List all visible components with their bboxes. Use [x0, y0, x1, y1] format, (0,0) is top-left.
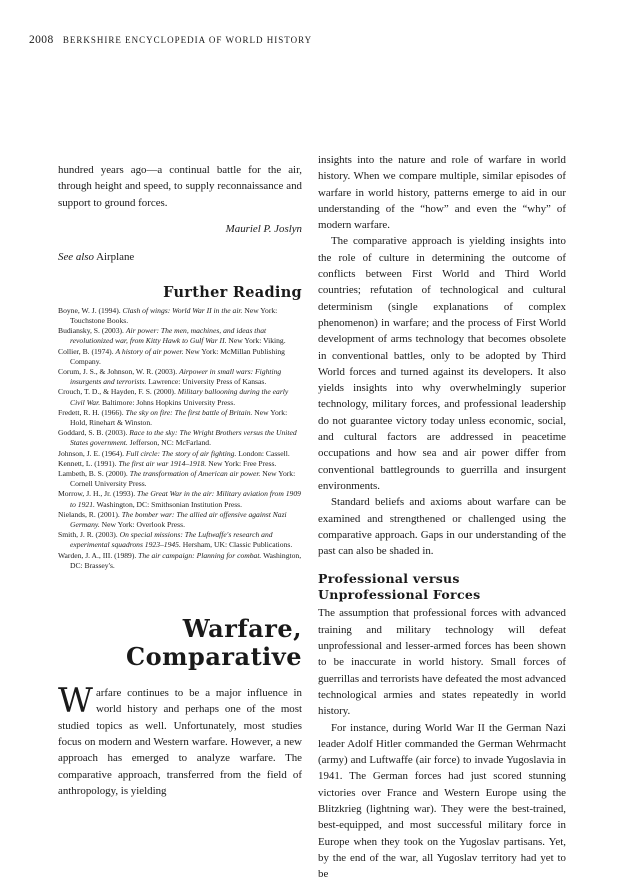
reference-title: Military ballooning during the early Civil War.	[70, 387, 288, 406]
page-number: 2008	[29, 34, 54, 46]
reference-publisher: New York: Hold, Rinehart & Winston.	[70, 408, 287, 427]
opening-paragraph-text: arfare continues to be a major influence in world history and perhaps one of the most studied topics as well. Unfortunately, most studies focus on modern and Western warfare. However, a new approach has emerged to analyze warfare. The comparative approach, transferred from the field of anthropology, is yielding	[58, 687, 302, 797]
reference-author: Crouch, T. D., & Hayden, F. S. (2000).	[58, 387, 178, 396]
section-heading	[318, 571, 566, 603]
reference-publisher: Lawrence: University Press of Kansas.	[146, 377, 266, 386]
reference-publisher: London: Cassell.	[236, 449, 289, 458]
reference-title: The air campaign: Planning for combat.	[138, 551, 261, 560]
reference-author: Warden, J. A., III. (1989).	[58, 551, 138, 560]
right-column	[318, 152, 566, 882]
reference-item	[58, 428, 302, 448]
running-head	[29, 34, 312, 46]
reference-list	[58, 306, 302, 571]
reference-title: Full circle: The story of air fighting.	[126, 449, 236, 458]
paragraph-4: The assumption that professional forces with advanced training and military technology will defeat unprofessional and lesser-armed forces has been shown to be inaccurate in world history. Small forces of guerrillas and terrorists have defeated the most advanced technological armies and states repeatedly in world history.	[318, 605, 566, 719]
see-also-line	[58, 249, 302, 265]
reference-item	[58, 469, 302, 489]
reference-publisher: Washington, DC: Smithsonian Institution Press.	[95, 500, 242, 509]
reference-author: Corum, J. S., & Johnson, W. R. (2003).	[58, 367, 179, 376]
book-title: BERKSHIRE ENCYCLOPEDIA OF WORLD HISTORY	[63, 35, 312, 45]
reference-title: The bomber war: The allied air offensive against Nazi Germany.	[70, 510, 287, 529]
paragraph-5: For instance, during World War II the German Nazi leader Adolf Hitler commanded the German Wehrmacht (army) and Luftwaffe (air force) to invade Yugoslavia in 1941. The German forces had just scored stunning victories over France and Western Europe using the Blitzkrieg (lightning war). They were the best-trained, best-equipped, and most successful military force in Europe when they took on the Yugoslav partisans. Yet, by the end of the war, all Yugoslav territory had yet to be	[318, 720, 566, 882]
reference-author: Johnson, J. E. (1964).	[58, 449, 126, 458]
reference-author: Fredett, R. H. (1966).	[58, 408, 126, 417]
reference-title: The sky on fire: The first battle of Britain.	[126, 408, 253, 417]
reference-item	[58, 489, 302, 509]
reference-item	[58, 408, 302, 428]
reference-author: Smith, J. R. (2003).	[58, 530, 120, 539]
reference-item	[58, 449, 302, 459]
article-title-line2: Comparative	[58, 643, 302, 671]
see-also-link[interactable]: Airplane	[96, 251, 134, 263]
reference-publisher: New York: McMillan Publishing Company.	[70, 347, 285, 366]
reference-item	[58, 510, 302, 530]
reference-author: Budiansky, S. (2003).	[58, 326, 126, 335]
left-column	[58, 162, 302, 799]
reference-item	[58, 347, 302, 367]
reference-title: A history of air power.	[116, 347, 184, 356]
reference-publisher: New York: Cornell University Press.	[70, 469, 295, 488]
reference-item	[58, 551, 302, 571]
intro-paragraph: hundred years ago—a continual battle for the air, through height and speed, to supply reconnaissance and support to ground forces.	[58, 162, 302, 211]
reference-publisher: Hersham, UK: Classic Publications.	[181, 540, 292, 549]
reference-title: The Great War in the air: Military aviation from 1909 to 1921.	[70, 489, 301, 508]
reference-author: Morrow, J. H., Jr. (1993).	[58, 489, 137, 498]
reference-item	[58, 387, 302, 407]
reference-item	[58, 326, 302, 346]
reference-title: Clash of wings: World War II in the air.	[123, 306, 243, 315]
reference-publisher: Washington, DC: Brassey's.	[70, 551, 301, 570]
paragraph-3: Standard beliefs and axioms about warfare can be examined and strengthened or challenged using the comparative approach. Gaps in our understanding of the past can also be shaded in.	[318, 494, 566, 559]
author-signature: Mauriel P. Joslyn	[58, 221, 302, 237]
reference-author: Goddard, S. B. (2003).	[58, 428, 129, 437]
reference-item	[58, 306, 302, 326]
paragraph-1: insights into the nature and role of warfare in world history. When we compare multiple, similar episodes of warfare in world history, patterns emerge to aid in our understanding of the “how” and even the “why” of modern warfare.	[318, 152, 566, 233]
article-title	[58, 615, 302, 671]
reference-author: Lambeth, B. S. (2000).	[58, 469, 130, 478]
reference-item	[58, 530, 302, 550]
reference-title: The transformation of American air power.	[130, 469, 261, 478]
reference-title: Air power: The men, machines, and ideas that revolutionized war, from Kitty Hawk to Gulf War II.	[70, 326, 266, 345]
paragraph-2: The comparative approach is yielding insights into the role of culture in determining the outcome of conflicts between First World and Third World countries; refutation of technological and cultural determinism (single explanations of complex phenomenon) in warfare; and the process of First World development of arms technology that becomes obsolete in conventional battles, only to be adopted by Third World forces and turned against its developers. It also yields insights into why overwhelmingly superior technology, military forces, and professional leadership do not guarantee victory today unless economic, social, and cultural factors are addressed in peacetime occupations and how sea and air power differ from conventional battlegrounds to guerrilla and insurgent environments.	[318, 233, 566, 494]
reference-publisher: New York: Overlook Press.	[100, 520, 185, 529]
further-reading-heading: Further Reading	[58, 285, 302, 301]
reference-publisher: Jefferson, NC: McFarland.	[128, 438, 211, 447]
section-heading-line2: Unprofessional Forces	[318, 587, 566, 603]
reference-author: Collier, B. (1974).	[58, 347, 116, 356]
opening-paragraph	[58, 685, 302, 799]
reference-title: Race to the sky: The Wright Brothers versus the United States government.	[70, 428, 297, 447]
article-title-line1: Warfare,	[58, 615, 302, 643]
reference-item	[58, 367, 302, 387]
reference-publisher: Baltimore: Johns Hopkins University Press.	[100, 398, 235, 407]
reference-title: The first air war 1914–1918.	[118, 459, 206, 468]
reference-publisher: New York: Viking.	[227, 336, 286, 345]
reference-author: Nielands, R. (2001).	[58, 510, 122, 519]
reference-publisher: New York: Touchstone Books.	[70, 306, 277, 325]
reference-author: Boyne, W. J. (1994).	[58, 306, 123, 315]
section-heading-line1: Professional versus	[318, 571, 566, 587]
reference-publisher: New York: Free Press.	[206, 459, 276, 468]
see-also-label: See also	[58, 251, 94, 263]
reference-author: Kennett, L. (1991).	[58, 459, 118, 468]
reference-title: On special missions: The Luftwaffe's research and experimental squadrons 1923–1945.	[70, 530, 273, 549]
drop-cap: W	[58, 685, 96, 715]
reference-title: Airpower in small wars: Fighting insurgents and terrorists.	[70, 367, 281, 386]
reference-item	[58, 459, 302, 469]
